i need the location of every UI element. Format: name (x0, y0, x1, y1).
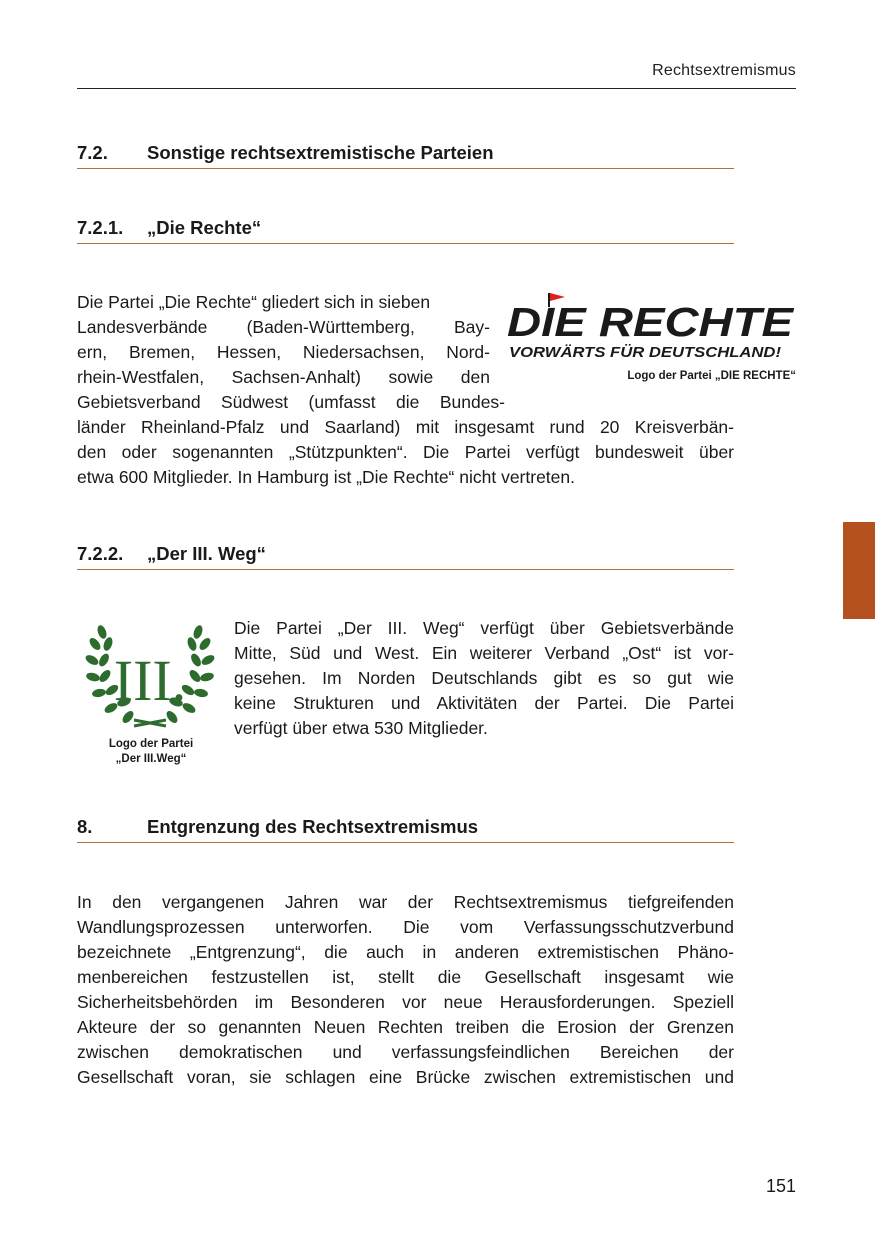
text-line: bezeichnete „Entgrenzung“, die auch in anderen extremistischen Phäno- (77, 942, 734, 962)
text-line: Gebietsverband Südwest (umfasst die Bundes- (77, 392, 505, 412)
text-line: zwischen demokratischen und verfassungsfeindlichen Bereichen der (77, 1042, 734, 1062)
text-line: Die Partei „Die Rechte“ gliedert sich in sieben (77, 292, 431, 312)
paragraph-entgrenzung (77, 890, 734, 1090)
running-title: Rechtsextremismus (652, 62, 796, 79)
section-number: 7.2.2. (77, 543, 124, 564)
text-line: keine Strukturen und Aktivitäten der Partei. Die Partei (234, 693, 734, 713)
text-line: Sicherheitsbehörden im Besonderen vor neue Herausforderungen. Speziell (77, 992, 734, 1012)
text-line: rhein-Westfalen, Sachsen-Anhalt) sowie den (77, 367, 490, 387)
logo-numeral: III. (113, 648, 187, 713)
text-line: länder Rheinland-Pfalz und Saarland) mit insgesamt rund 20 Kreisverbän- (77, 417, 734, 437)
section-heading-7-2 (77, 142, 734, 169)
text-line: ern, Bremen, Hessen, Niedersachsen, Nord- (77, 342, 490, 362)
text-line: Landesverbände (Baden-Württemberg, Bay- (77, 317, 490, 337)
paragraph-der-iii-weg (234, 616, 734, 741)
logo-slogan: VORWÄRTS FÜR DEUTSCHLAND! (509, 345, 747, 361)
page-number: 151 (765, 1176, 796, 1196)
section-title: Sonstige rechtsextremistische Parteien (147, 142, 494, 163)
section-heading-8 (77, 816, 734, 843)
logo-wordmark: DIE RECHTE (507, 299, 795, 345)
text-line: In den vergangenen Jahren war der Rechtsextremismus tiefgreifenden (77, 892, 734, 912)
text-line: verfügt über etwa 530 Mitglieder. (234, 718, 488, 738)
text-line: Die Partei „Der III. Weg“ verfügt über Gebietsverbände (234, 618, 734, 638)
text-line: Wandlungsprozessen unterworfen. Die vom Verfassungsschutzverbund (77, 917, 734, 937)
die-rechte-logo-graphic (505, 290, 795, 362)
caption-line: „Der III.Weg“ (115, 753, 187, 765)
text-line: den oder sogenannten „Stützpunkten“. Die Partei verfügt bundesweit über (77, 442, 734, 462)
der-iii-weg-logo (84, 620, 216, 732)
section-heading-7-2-2 (77, 543, 734, 570)
section-title: „Der III. Weg“ (147, 543, 266, 564)
chapter-tab-marker (843, 522, 875, 619)
section-number: 7.2.1. (77, 217, 124, 238)
text-line: Akteure der so genannten Neuen Rechten treiben die Erosion der Grenzen (77, 1017, 734, 1037)
text-line: menbereichen festzustellen ist, stellt die Gesellschaft insgesamt wie (77, 967, 734, 987)
section-title: Entgrenzung des Rechtsextremismus (147, 816, 479, 837)
text-line: gesehen. Im Norden Deutschlands gibt es so gut wie (234, 668, 734, 688)
die-rechte-logo (505, 290, 795, 362)
caption-line: Logo der Partei (108, 738, 194, 750)
section-number: 8. (77, 816, 93, 837)
text-line: etwa 600 Mitglieder. In Hamburg ist „Die Rechte“ nicht vertreten. (77, 467, 575, 487)
der-iii-weg-logo-caption (84, 737, 218, 767)
section-title: „Die Rechte“ (147, 217, 262, 238)
running-head (77, 62, 796, 89)
laurel-wreath-icon (84, 620, 216, 732)
text-line: Gesellschaft voran, sie schlagen eine Brücke zwischen extremistischen und (77, 1067, 734, 1087)
section-number: 7.2. (77, 142, 108, 163)
die-rechte-logo-caption: Logo der Partei „DIE RECHTE“ (627, 370, 796, 382)
section-heading-7-2-1 (77, 217, 734, 244)
text-line: Mitte, Süd und West. Ein weiterer Verband „Ost“ ist vor- (234, 643, 734, 663)
